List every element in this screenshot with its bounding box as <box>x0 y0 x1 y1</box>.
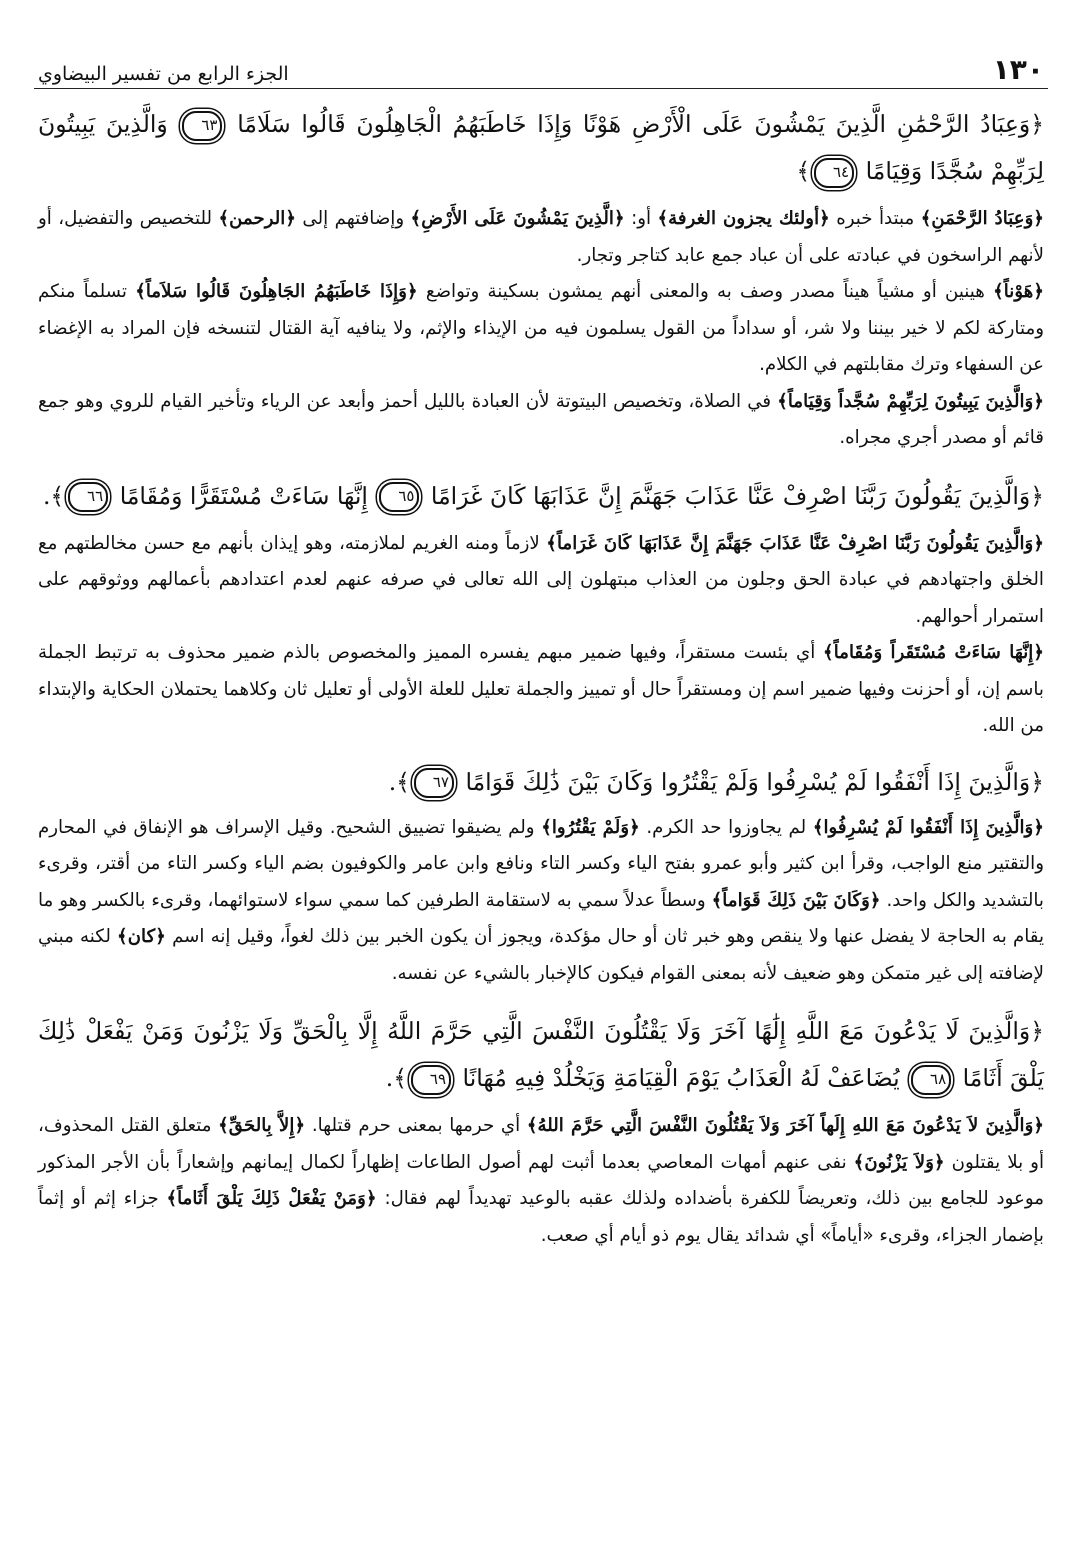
quoted-verse-phrase: ﴿وَالَّذِينَ يَقُولُونَ رَبَّنَا اصْرِفْ عَنَّا عَذَابَ جَهَنَّمَ إِنَّ عَذَابَهَا كَانَ غَرَاماً﴾ <box>546 532 1044 554</box>
commentary-text: تسلماً منكم ومتاركة لكم لا خير بيننا ولا شر، أو سداداً من القول يسلمون فيه من الإيذاء والإثم، ولا ينافيه آية القتال لتنسخه فإن المراد به الإغضاء عن السفهاء وترك مقابلتهم في الكلام. <box>38 281 1044 375</box>
verse-text: وَالَّذِينَ يَبِيتُونَ لِرَبِّهِمْ سُجَّدًا وَقِيَامًا <box>38 110 1044 185</box>
quoted-verse-phrase: ﴿وَالَّذِينَ لاَ يَدْعُونَ مَعَ اللهِ إِلَهاً آخَرَ وَلاَ يَقْتُلُونَ النَّفْسَ الَّتِي حَرَّمَ اللهُ﴾ <box>526 1115 1045 1136</box>
commentary-paragraph <box>38 1108 1044 1254</box>
ayah-number-marker: ٦٩ <box>411 1065 451 1095</box>
commentary-text: وإضافتهم إلى <box>296 208 411 229</box>
quoted-verse-phrase: ﴿كان﴾ <box>117 926 166 947</box>
quoted-verse-phrase: ﴿وَلَمْ يَقْتُرُوا﴾ <box>541 816 640 838</box>
page-number: ١٣٠ <box>992 53 1044 86</box>
commentary-paragraph <box>38 201 1044 274</box>
commentary-paragraph <box>38 810 1044 993</box>
ayah-number-marker: ٦٧ <box>414 768 454 798</box>
commentary-text: للتخصيص والتفضيل، أو لأنهم الراسخون في عبادته على أن عباد جمع عابد كتاجر وتجار. <box>38 208 1044 266</box>
commentary-paragraph <box>38 274 1044 384</box>
quoted-verse-phrase: ﴿الَّذِينَ يَمْشُونَ عَلَى الأَرْضِ﴾ <box>410 208 625 229</box>
commentary-text: جزاء إثم أو إثماً بإضمار الجزاء، وقرىء «أياماً» أي شدائد يقال يوم ذو أيام أي صعب. <box>38 1188 1044 1246</box>
quoted-verse-phrase: ﴿هَوْناً﴾ <box>993 281 1044 302</box>
verse-text: يُضَاعَفْ لَهُ الْعَذَابُ يَوْمَ الْقِيَامَةِ وَيَخْلُدْ فِيهِ مُهَانًا <box>462 1064 900 1092</box>
ayah-number-marker: ٦٤ <box>814 158 854 188</box>
commentary-text: في الصلاة، وتخصيص البيتوتة لأن العبادة بالليل أحمز وأبعد عن الرياء وتأخير القيام للروي وهو جمع قائم أو مصدر أجري مجراه. <box>38 390 1044 448</box>
quoted-verse-phrase: ﴿إِنَّهَا سَاءَتْ مُسْتَقَراً وَمُقَاماً﴾ <box>823 642 1044 663</box>
commentary-text: أي حرمها بمعنى حرم قتلها. <box>305 1115 527 1136</box>
commentary-text: أي بئست مستقراً، وفيها ضمير مبهم يفسره المميز والمخصوص بالذم ضمير محذوف به ترتبط الجملة باسم إن، أو أحزنت وفيها ضمير اسم إن ومستقراً حال أو تمييز والجملة تعليل للعلة الأولى أو تعليل ثان وكلاهما يحتملان الحكاية والإبتداء من الله. <box>38 642 1044 736</box>
commentary-text: أو: <box>624 208 658 229</box>
quran-verse-63-64 <box>38 101 1044 195</box>
quoted-verse-phrase: ﴿الرحمن﴾ <box>218 208 296 229</box>
quoted-verse-phrase: ﴿إِلاَّ بِالحَقِّ﴾ <box>218 1115 306 1136</box>
quoted-verse-phrase: ﴿وَمَنْ يَفْعَلْ ذَلِكَ يَلْقَ أَثَاماً﴾ <box>166 1188 377 1209</box>
quoted-verse-phrase: ﴿وَعِبَادُ الرَّحْمَنِ﴾ <box>920 208 1045 229</box>
ayah-number-marker: ٦٦ <box>68 482 108 512</box>
commentary-text: نفى عنهم أمهات المعاصي بعدما أثبت لهم أصول الطاعات إظهاراً لكمال إيمانهم وإشعاراً بأن الأجر المذكور موعود للجامع بين ذلك، وتعريضاً للكفرة بأضداده ولذلك عقبه بالوعيد تهديداً لهم فقال: <box>38 1151 1044 1209</box>
verse-end-bracket: ﴾. <box>42 481 65 510</box>
quoted-verse-phrase: ﴿وَلاَ يَزْنُونَ﴾ <box>853 1151 945 1173</box>
ayah-number-marker: ٦٨ <box>911 1065 951 1095</box>
quoted-verse-phrase: ﴿وَالَّذِينَ إِذَا أَنْفَقُوا لَمْ يُسْرِفُوا﴾ <box>812 816 1044 838</box>
verse-text: إِنَّهَا سَاءَتْ مُسْتَقَرًّا وَمُقَامًا <box>119 481 368 510</box>
verse-end-bracket: ﴾ <box>796 157 811 185</box>
page-header <box>34 40 1048 89</box>
commentary-paragraph <box>38 526 1044 636</box>
quran-verse-68-69 <box>38 1008 1044 1102</box>
ayah-number-marker: ٦٥ <box>379 482 419 512</box>
commentary-text: لم يجاوزوا حد الكرم. <box>639 816 813 838</box>
commentary-text: لكنه مبني لإضافته إلى غير متمكن وهو ضعيف لأنه بمعنى القوام فيكون كالإخبار بالشيء عن نفسه. <box>38 926 1044 984</box>
book-page <box>34 40 1048 1535</box>
quoted-verse-phrase: ﴿وَإِذَا خَاطَبَهُمُ الجَاهِلُونَ قَالُوا سَلاَماً﴾ <box>135 281 418 302</box>
ayah-number-marker: ٦٣ <box>182 111 222 141</box>
quran-verse-67 <box>38 759 1044 806</box>
quoted-verse-phrase: ﴿أولئك يجزون الغرفة﴾ <box>657 208 830 229</box>
running-title: الجزء الرابع من تفسير البيضاوي <box>38 63 289 85</box>
verse-end-bracket: ﴾. <box>388 767 410 796</box>
verse-text: ﴿وَالَّذِينَ إِذَا أَنْفَقُوا لَمْ يُسْرِفُوا وَلَمْ يَقْتُرُوا وَكَانَ بَيْنَ ذَٰلِكَ قَوَامًا <box>465 767 1044 796</box>
commentary-text: متعلق القتل المحذوف، أو بلا يقتلون <box>38 1115 1045 1173</box>
verse-text: ﴿وَالَّذِينَ لَا يَدْعُونَ مَعَ اللَّهِ إِلَٰهًا آخَرَ وَلَا يَقْتُلُونَ النَّفْسَ الَّتِي حَرَّمَ اللَّهُ إِلَّا بِالْحَقِّ وَلَا يَزْنُونَ وَمَنْ يَفْعَلْ ذَٰلِكَ يَلْقَ أَثَامًا <box>38 1017 1044 1092</box>
commentary-text: ولم يضيقوا تضييق الشحيح. وقيل الإسراف هو الإنفاق في المحارم والتقتير منع الواجب، وقرأ ابن كثير وأبو عمرو بفتح الياء وكسر التاء ونافع وابن عامر والكوفيون بضم الياء وكسر التاء من أقتر، وقرىء بالتشديد والكل واحد. <box>38 816 1044 911</box>
page-content <box>34 89 1048 1254</box>
verse-end-bracket: ﴾. <box>385 1064 408 1092</box>
quoted-verse-phrase: ﴿وَكَانَ بَيْنَ ذَلِكَ قَوَاماً﴾ <box>711 889 881 911</box>
verse-text: ﴿وَعِبَادُ الرَّحْمَٰنِ الَّذِينَ يَمْشُونَ عَلَى الْأَرْضِ هَوْنًا وَإِذَا خَاطَبَهُمُ الْجَاهِلُونَ قَالُوا سَلَامًا <box>237 110 1044 138</box>
commentary-paragraph <box>38 384 1044 457</box>
quoted-verse-phrase: ﴿وَالَّذِينَ يَبِيتُونَ لِرَبِّهِمْ سُجَّداً وَقِيَاماً﴾ <box>777 390 1044 412</box>
commentary-paragraph <box>38 635 1044 745</box>
commentary-text: لازماً ومنه الغريم لملازمته، وهو إيذان بأنهم مع حسن مخالطتهم مع الخلق واجتهادهم في عبادة الحق وجلون من العذاب مبتهلون إلى الله تعالى في صرفه عنهم لعدم اعتدادهم بأعمالهم ووثوقهم على استمرار أحوالهم. <box>38 532 1044 627</box>
quran-verse-65-66 <box>38 473 1044 520</box>
verse-text: ﴿وَالَّذِينَ يَقُولُونَ رَبَّنَا اصْرِفْ عَنَّا عَذَابَ جَهَنَّمَ إِنَّ عَذَابَهَا كَانَ غَرَامًا <box>430 481 1044 510</box>
commentary-text: مبتدأ خبره <box>829 208 921 229</box>
commentary-text: وسطاً عدلاً سمي به لاستقامة الطرفين كما سمي سواء لاستوائهما، وقرىء بالكسر وهو ما يقام به الحاجة لا يفضل عنها ولا ينقص وهو خبر ثان أو حال مؤكدة، ويجوز أن يكون الخبر بين ذلك لغواً، وقيل إنه اسم <box>38 889 1045 947</box>
commentary-text: هينين أو مشياً هيناً مصدر وصف به والمعنى أنهم يمشون بسكينة وتواضع <box>417 281 994 302</box>
